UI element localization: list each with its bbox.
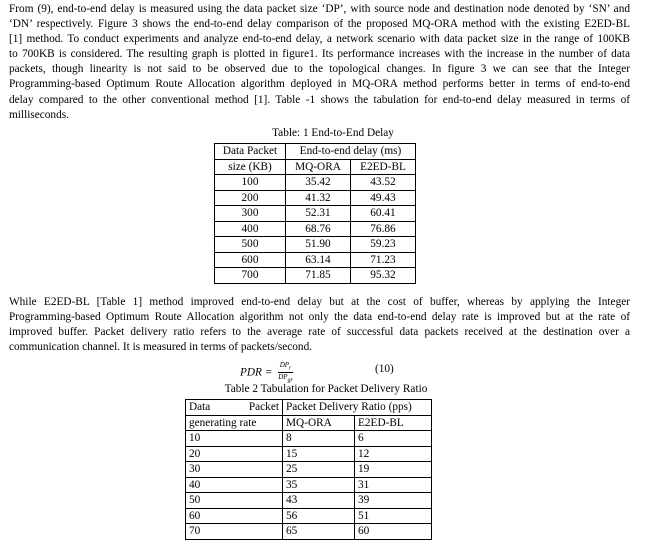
header-group-delay: End-to-end delay (ms) xyxy=(286,144,416,160)
packet-delivery-ratio-table xyxy=(185,399,432,540)
text-line: improved buffer. Packet delivery ratio refers to the average rate of successful data packets received at the destination over a xyxy=(9,326,630,339)
table1-caption: Table: 1 End-to-End Delay xyxy=(272,127,394,139)
text-line: While E2ED-BL [Table 1] method improved end-to-end delay but at the cost of buffer, whereas by applying the Integer xyxy=(9,296,630,308)
header-mq-ora: MQ-ORA xyxy=(286,159,351,175)
table-cell: 60.41 xyxy=(351,206,416,222)
table-cell: 50 xyxy=(186,493,283,509)
paragraph-packet-delivery-ratio xyxy=(9,295,630,355)
text-line: Programming-based Optimum Route Allocation algorithm deployed in MQ-ORA method performs better in terms of end-to-end xyxy=(9,78,630,91)
table-cell: 35 xyxy=(283,477,355,493)
text-line: Programming-based Optimum Route Allocation algorithm not only the data end-to-end delay rate is improved but at the rate of xyxy=(9,311,630,324)
header-generating-rate: generating rate xyxy=(186,415,283,431)
table-row xyxy=(186,508,432,524)
text-line: packets, though linearity is not said to be observed due to the topological changes. In figure 3 we can see that the Integer xyxy=(9,63,630,76)
table-row xyxy=(186,446,432,462)
table-cell: 19 xyxy=(355,462,432,478)
table-cell: 95.32 xyxy=(351,268,416,284)
table-header-row xyxy=(215,159,416,175)
table-cell: 8 xyxy=(283,431,355,447)
equation-fraction xyxy=(278,361,293,385)
table-cell: 10 xyxy=(186,431,283,447)
table-cell: 43.52 xyxy=(351,175,416,191)
table1-body xyxy=(215,175,416,284)
table-cell: 40 xyxy=(186,477,283,493)
table-cell: 63.14 xyxy=(286,252,351,268)
text-line: communication channel. It is measured in terms of packets/second. xyxy=(9,341,313,354)
table-header-row xyxy=(186,415,432,431)
table-header-row xyxy=(215,144,416,160)
table-row xyxy=(215,175,416,191)
table-header-row xyxy=(186,400,432,416)
table-row xyxy=(215,252,416,268)
table-row xyxy=(215,206,416,222)
table-cell: 100 xyxy=(215,175,286,191)
table-cell: 15 xyxy=(283,446,355,462)
table-cell: 12 xyxy=(355,446,432,462)
header-mq-ora: MQ-ORA xyxy=(283,415,355,431)
table-cell: 39 xyxy=(355,493,432,509)
pdr-equation xyxy=(240,361,293,385)
table-cell: 6 xyxy=(355,431,432,447)
equation-denominator: $DP_{gr}$ xyxy=(278,373,293,384)
table-row xyxy=(215,190,416,206)
table-row xyxy=(186,493,432,509)
table-row xyxy=(186,524,432,540)
header-data-packet: Data Packet xyxy=(186,400,283,416)
text-line: milliseconds. xyxy=(9,108,69,121)
table-cell: 76.86 xyxy=(351,221,416,237)
table-cell: 59.23 xyxy=(351,237,416,253)
table-cell: 71.23 xyxy=(351,252,416,268)
table-cell: 51 xyxy=(355,508,432,524)
table-cell: 56 xyxy=(283,508,355,524)
table-cell: 20 xyxy=(186,446,283,462)
text-line: ‘DN’ respectively. Figure 3 shows the end-to-end delay comparison of the proposed MQ-ORA method with the existing E2ED-BL xyxy=(9,18,630,31)
table-cell: 31 xyxy=(355,477,432,493)
table-cell: 51.90 xyxy=(286,237,351,253)
table-cell: 300 xyxy=(215,206,286,222)
table-row xyxy=(186,431,432,447)
table-cell: 52.31 xyxy=(286,206,351,222)
equation-lhs: PDR = xyxy=(240,366,273,379)
text-line: [1] method. To conduct experiments and analyze end-to-end delay, a network scenario with data packet size in the range of 100KB xyxy=(9,33,630,46)
table-cell: 70 xyxy=(186,524,283,540)
header-size-kb: size (KB) xyxy=(215,159,286,175)
table-cell: 25 xyxy=(283,462,355,478)
table-cell: 68.76 xyxy=(286,221,351,237)
table-row xyxy=(215,268,416,284)
table-cell: 60 xyxy=(355,524,432,540)
table-row xyxy=(215,221,416,237)
text-line: delay compared to the other conventional method [1]. Table -1 shows the tabulation for end-to-end delay measured in terms of xyxy=(9,93,630,106)
header-group-pdr: Packet Delivery Ratio (pps) xyxy=(283,400,432,416)
table-cell: 49.43 xyxy=(351,190,416,206)
table-row xyxy=(186,477,432,493)
header-e2ed-bl: E2ED-BL xyxy=(351,159,416,175)
equation-number: (10) xyxy=(375,363,394,375)
table-cell: 700 xyxy=(215,268,286,284)
header-e2ed-bl: E2ED-BL xyxy=(355,415,432,431)
text-line: to 700KB is considered. The resulting graph is plotted in figure1. Its performance increases with the increase in the number of data xyxy=(9,48,630,61)
table-cell: 43 xyxy=(283,493,355,509)
table-cell: 35.42 xyxy=(286,175,351,191)
paragraph-end-to-end-delay xyxy=(9,2,630,123)
table2-body xyxy=(186,431,432,540)
table-cell: 60 xyxy=(186,508,283,524)
text-line: From (9), end-to-end delay is measured using the data packet size ‘DP’, with source node and destination node denoted by ‘SN’ and xyxy=(9,3,630,15)
table-cell: 600 xyxy=(215,252,286,268)
table-cell: 500 xyxy=(215,237,286,253)
table-cell: 71.85 xyxy=(286,268,351,284)
table-cell: 41.32 xyxy=(286,190,351,206)
table-row xyxy=(186,462,432,478)
equation-numerator: $DP_r$ xyxy=(279,361,292,372)
table-cell: 200 xyxy=(215,190,286,206)
table-cell: 400 xyxy=(215,221,286,237)
table2-caption: Table 2 Tabulation for Packet Delivery Ratio xyxy=(224,383,428,395)
table-cell: 65 xyxy=(283,524,355,540)
table-row xyxy=(215,237,416,253)
table-cell: 30 xyxy=(186,462,283,478)
end-to-end-delay-table xyxy=(214,143,416,284)
header-data-packet: Data Packet xyxy=(215,144,286,160)
